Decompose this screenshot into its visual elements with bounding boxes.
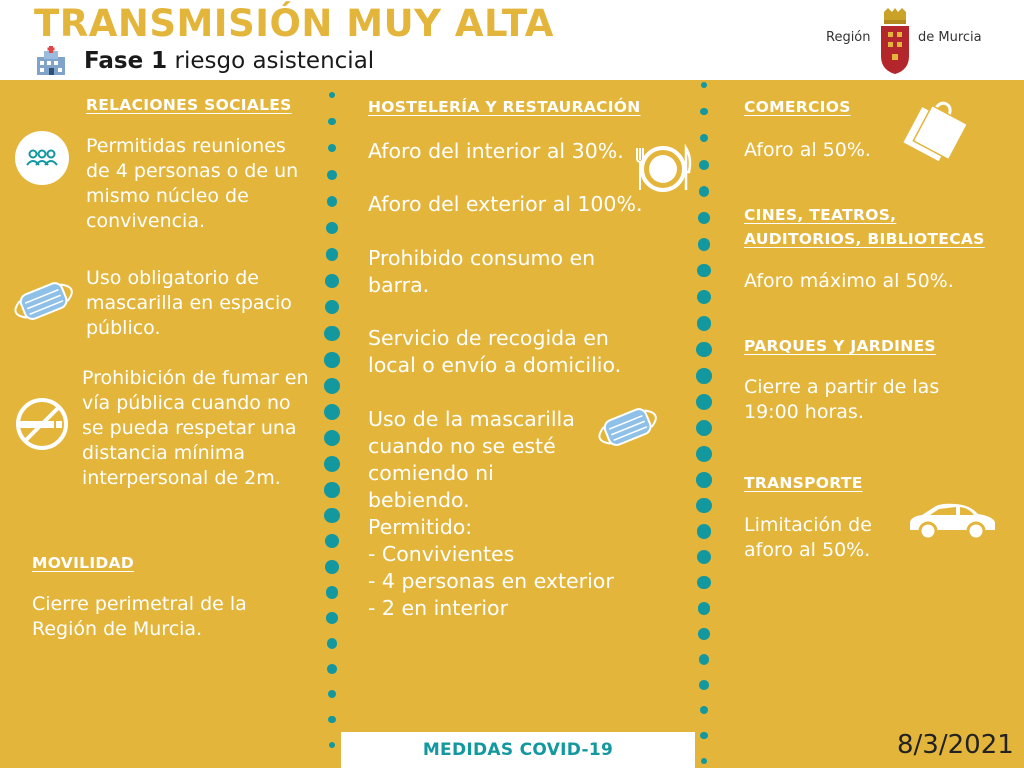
cines-heading-line1: CINES, TEATROS, — [744, 206, 897, 224]
relaciones-sociales-heading: RELACIONES SOCIALES — [86, 96, 292, 114]
separator-dot — [698, 602, 711, 615]
separator-dot — [697, 576, 710, 589]
relaciones-text: Permitidas reuniones de 4 personas o de un mismo núcleo de convivencia. — [86, 135, 299, 232]
separator-dot — [701, 82, 707, 88]
separator-dot — [328, 690, 336, 698]
separator-dot — [697, 264, 710, 277]
fumar-text: Prohibición de fumar en vía pública cuando no se pueda respetar una distancia mínima interpersonal de 2m. — [82, 367, 309, 489]
separator-dot — [324, 456, 340, 472]
permitido-label: Permitido: — [368, 515, 473, 539]
parques-heading: PARQUES Y JARDINES — [744, 337, 936, 355]
separator-dot — [697, 550, 711, 564]
separator-dot — [326, 612, 338, 624]
separator-dot — [324, 430, 340, 446]
separator-dot — [324, 326, 339, 341]
cines-heading-line2: AUDITORIOS, BIBLIOTECAS — [744, 230, 985, 248]
barra-text: Prohibido consumo en barra. — [368, 246, 596, 297]
separator-dot — [326, 222, 338, 234]
mascarilla-text: Uso obligatorio de mascarilla en espacio público. — [86, 267, 292, 339]
mascarilla-hosteleria-text: Uso de la mascarilla cuando no se esté comiendo ni bebiendo. — [368, 407, 575, 512]
date-label: 8/3/2021 — [897, 730, 1014, 760]
no-smoking-icon — [14, 396, 70, 452]
comercios-heading: COMERCIOS — [744, 98, 851, 116]
separator-dot — [699, 186, 710, 197]
movilidad-heading: MOVILIDAD — [32, 554, 135, 572]
separator-dot — [327, 638, 338, 649]
separator-dot — [324, 378, 340, 394]
column-separator-left — [325, 88, 339, 768]
car-icon — [906, 502, 998, 542]
separator-dot — [324, 508, 339, 523]
separator-dot — [699, 654, 710, 665]
separator-dot — [328, 118, 335, 125]
footer-banner — [341, 732, 695, 768]
separator-dot — [696, 498, 711, 513]
parques-text: Cierre a partir de las 19:00 horas. — [744, 376, 940, 423]
phase-number: Fase 1 — [84, 48, 168, 74]
separator-dot — [325, 274, 339, 288]
separator-dot — [699, 160, 709, 170]
separator-dot — [324, 404, 340, 420]
separator-dot — [329, 92, 335, 98]
permitido-item-2: - 4 personas en exterior — [368, 569, 614, 593]
footer-label: MEDIDAS COVID-19 — [422, 740, 614, 760]
separator-dot — [326, 586, 339, 599]
hospital-icon — [34, 46, 68, 76]
separator-dot — [698, 628, 710, 640]
separator-dot — [698, 238, 711, 251]
separator-dot — [324, 352, 340, 368]
header — [0, 0, 1024, 80]
mask-icon — [588, 402, 668, 454]
logo-text-right: de Murcia — [918, 30, 982, 45]
separator-dot — [325, 534, 339, 548]
separator-dot — [699, 680, 709, 690]
aforo-interior-text: Aforo del interior al 30%. — [368, 139, 624, 163]
separator-dot — [700, 134, 708, 142]
transporte-text: Limitación de aforo al 50%. — [744, 514, 872, 561]
separator-dot — [696, 420, 712, 436]
permitido-item-1: - Convivientes — [368, 542, 515, 566]
page-title: TRANSMISIÓN MUY ALTA — [34, 2, 554, 45]
separator-dot — [696, 342, 711, 357]
separator-dot — [329, 742, 335, 748]
logo-text-left: Región — [826, 30, 871, 45]
separator-dot — [325, 300, 339, 314]
separator-dot — [697, 290, 711, 304]
coat-of-arms-icon — [878, 8, 912, 74]
transporte-heading: TRANSPORTE — [744, 474, 863, 492]
separator-dot — [696, 368, 712, 384]
separator-dot — [698, 212, 710, 224]
column-separator-right — [697, 80, 711, 768]
separator-dot — [327, 196, 338, 207]
separator-dot — [701, 758, 707, 764]
movilidad-text: Cierre perimetral de la Región de Murcia. — [32, 593, 247, 640]
separator-dot — [700, 108, 707, 115]
separator-dot — [328, 716, 335, 723]
separator-dot — [326, 248, 339, 261]
separator-dot — [700, 706, 708, 714]
cines-text: Aforo máximo al 50%. — [744, 270, 954, 292]
separator-dot — [327, 664, 337, 674]
recogida-text: Servicio de recogida en local o envío a domicilio. — [368, 326, 622, 377]
plate-cutlery-icon — [634, 144, 692, 194]
aforo-exterior-text: Aforo del exterior al 100%. — [368, 192, 643, 216]
separator-dot — [700, 732, 707, 739]
separator-dot — [697, 524, 712, 539]
region-logo — [822, 8, 992, 78]
separator-dot — [697, 316, 712, 331]
separator-dot — [325, 560, 339, 574]
separator-dot — [328, 144, 336, 152]
separator-dot — [696, 472, 712, 488]
mask-icon — [4, 276, 84, 328]
hosteleria-heading: HOSTELERÍA Y RESTAURACIÓN — [368, 98, 641, 116]
comercios-text: Aforo al 50%. — [744, 139, 871, 161]
people-icon — [14, 130, 70, 186]
separator-dot — [696, 394, 712, 410]
separator-dot — [327, 170, 337, 180]
separator-dot — [696, 446, 712, 462]
permitido-item-3: - 2 en interior — [368, 596, 509, 620]
separator-dot — [324, 482, 340, 498]
phase-description: riesgo asistencial — [167, 48, 375, 74]
main-panel — [0, 80, 1024, 768]
phase-subtitle — [84, 48, 374, 74]
